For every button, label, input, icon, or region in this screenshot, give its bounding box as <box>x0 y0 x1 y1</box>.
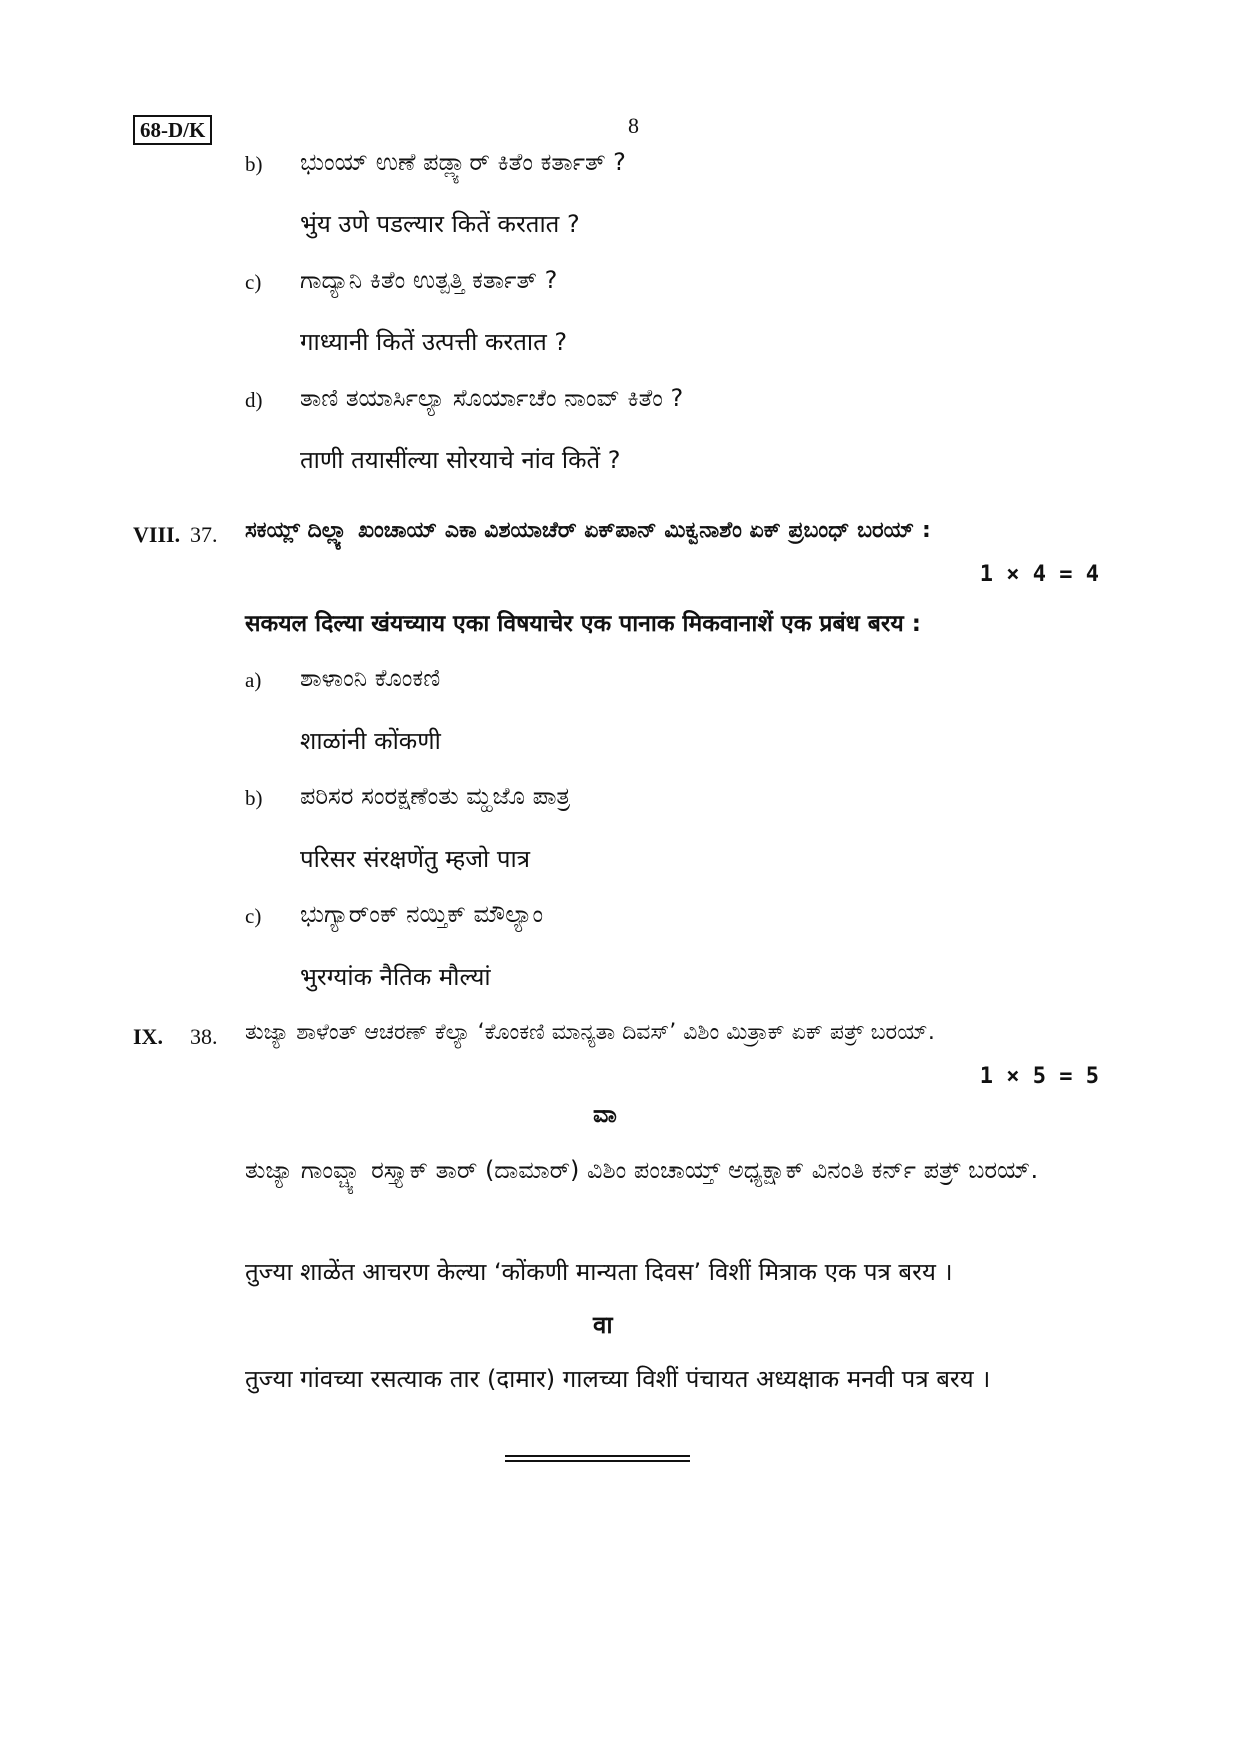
page-number: 8 <box>628 113 639 138</box>
question-37-number: 37. <box>190 522 218 547</box>
question-37-devanagari: सकयल दिल्या खंयच्याय एका विषयाचेर एक पानाक मिकवानाशें एक प्रबंध बरय : <box>245 611 921 637</box>
question-38-marks: 1 × 5 = 5 <box>979 1064 1099 1089</box>
q36-c-label: c) <box>245 270 262 294</box>
section-9-number: IX. <box>133 1024 163 1049</box>
q36-d-kannada: ತಾಣಿ ತಯಾರ್ಸಿಲ್ಯಾ ಸೊರ್ಯಾಚೆಂ ನಾಂವ್ ಕಿತೆಂ ? <box>300 384 684 412</box>
section-8-number: VIII. <box>133 522 181 547</box>
q36-c-devanagari: गाध्यानी कितें उत्पत्ती करतात ? <box>300 328 568 356</box>
q37-c-label: c) <box>245 904 262 928</box>
q37-b-kannada: ಪರಿಸರ ಸಂರಕ್ಷಣೆಂತು ಮ್ಹಜೊ ಪಾತ್ರ <box>300 782 571 810</box>
paper-code-box: 68-D/K <box>133 115 212 145</box>
q37-c-kannada: ಭುಗ್ಯಾರ್ಂಕ್ ನಯ್ತಿಕ್ ಮೌಲ್ಯಾಂ <box>300 900 544 928</box>
q36-c-kannada: ಗಾದ್ಯಾನಿ ಕಿತೆಂ ಉತ್ಪತ್ತಿ ಕರ್ತಾತ್ ? <box>300 266 558 294</box>
q37-a-label: a) <box>245 668 262 692</box>
question-38-number: 38. <box>190 1024 218 1049</box>
question-37-marks: 1 × 4 = 4 <box>979 562 1099 587</box>
question-38-alt-devanagari: तुज्या गांवच्या रसत्याक तार (दामार) गालच्या विशीं पंचायत अध्यक्षाक मनवी पत्र बरय । <box>245 1365 991 1393</box>
end-double-rule <box>505 1455 690 1462</box>
question-38-alt-kannada: ತುಜ್ಯಾ ಗಾಂವ್ಚ್ಯಾ ರಸ್ತ್ಯಾಕ್ ತಾರ್ (ದಾಮಾರ್) ವಿಶಿಂ ಪಂಚಾಯ್ತ್ ಅಧ್ಯಕ್ಷಾಕ್ ವಿನಂತಿ ಕರ್ನ್ ಪತ್ರ್ ಬರಯ್. <box>245 1156 1039 1184</box>
q36-b-kannada: ಭುಂಯ್ ಉಣೆ ಪಡ್ಲ್ಯಾರ್ ಕಿತೆಂ ಕರ್ತಾತ್ ? <box>300 148 626 176</box>
q36-b-label: b) <box>245 152 263 176</box>
question-38-kannada: ತುಜ್ಯಾ ಶಾಳೆಂತ್ ಆಚರಣ್ ಕೆಲ್ಯಾ ‘ಕೊಂಕಣಿ ಮಾನ್ಯತಾ ದಿವಸ್’ ವಿಶಿಂ ಮಿತ್ರಾಕ್ ಏಕ್ ಪತ್ರ್ ಬರಯ್. <box>245 1020 935 1045</box>
or-kannada: ವಾ <box>593 1100 617 1128</box>
q36-d-label: d) <box>245 388 263 412</box>
q36-b-devanagari: भुंय उणे पडल्यार कितें करतात ? <box>300 210 580 238</box>
question-37-kannada: ಸಕಯ್ಲ್ ದಿಲ್ಲ್ಯಾ ಖಂಚಾಯ್ ಎಕಾ ವಿಶಯಾಚೆರ್ ಏಕ್‌ಪಾನ್ ಮಿಕ್ವನಾಶೆಂ ಏಕ್ ಪ್ರಬಂಧ್ ಬರಯ್ : <box>245 518 931 543</box>
or-devanagari: वा <box>593 1311 613 1339</box>
q37-a-devanagari: शाळांनी कोंकणी <box>300 727 441 755</box>
q36-d-devanagari: ताणी तयासींल्या सोरयाचे नांव कितें ? <box>300 446 621 474</box>
q37-c-devanagari: भुरग्यांक नैतिक मौल्यां <box>300 963 491 991</box>
q37-a-kannada: ಶಾಳಾಂನಿ ಕೊಂಕಣಿ <box>300 664 441 692</box>
question-38-devanagari: तुज्या शाळेंत आचरण केल्या ‘कोंकणी मान्यता दिवस’ विशीं मित्राक एक पत्र बरय । <box>245 1258 953 1286</box>
q37-b-label: b) <box>245 786 263 810</box>
q37-b-devanagari: परिसर संरक्षणेंतु म्हजो पात्र <box>300 845 530 873</box>
